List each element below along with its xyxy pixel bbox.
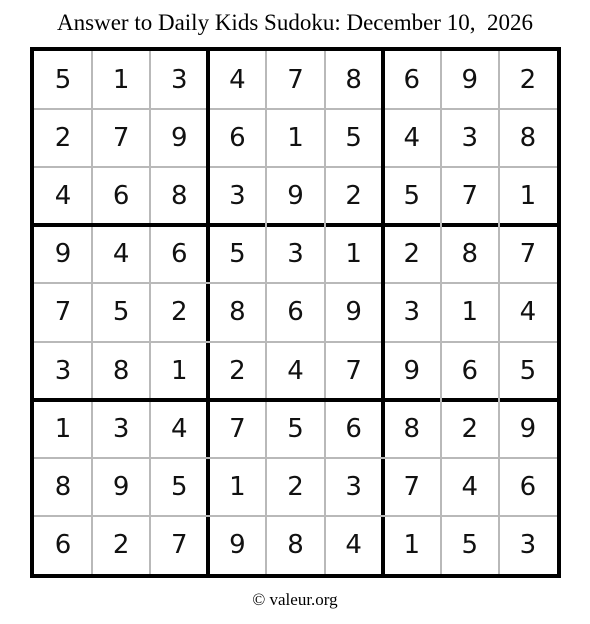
cell-divider-horizontal xyxy=(34,457,557,459)
sudoku-cell-r1c4: 4 xyxy=(229,65,246,96)
sudoku-cell-r1c2: 1 xyxy=(112,65,130,96)
sudoku-cell-r4c3: 6 xyxy=(171,239,188,270)
sudoku-cell-r9c2: 2 xyxy=(112,529,130,560)
cell-divider-vertical xyxy=(324,51,326,574)
sudoku-cell-r7c9: 9 xyxy=(519,413,537,444)
sudoku-cell-r2c8: 3 xyxy=(461,123,479,154)
sudoku-cell-r3c3: 8 xyxy=(171,181,188,212)
box-divider-vertical xyxy=(381,51,385,574)
sudoku-cell-r5c8: 1 xyxy=(461,297,479,328)
sudoku-cell-r2c7: 4 xyxy=(403,123,420,154)
sudoku-cell-r9c6: 4 xyxy=(345,529,362,560)
copyright-footer: © valeur.org xyxy=(252,590,338,609)
sudoku-cell-r7c3: 4 xyxy=(171,413,188,444)
sudoku-cell-r3c9: 1 xyxy=(519,181,537,212)
sudoku-cell-r5c6: 9 xyxy=(345,297,362,328)
sudoku-cell-r1c7: 6 xyxy=(403,65,420,96)
sudoku-cell-r8c1: 8 xyxy=(54,471,72,502)
box-divider-horizontal xyxy=(34,223,557,227)
sudoku-cell-r3c1: 4 xyxy=(54,181,72,212)
sudoku-cell-r9c8: 5 xyxy=(461,529,479,560)
cell-divider-horizontal xyxy=(34,515,557,517)
sudoku-cell-r7c8: 2 xyxy=(461,413,479,444)
sudoku-cell-r3c4: 3 xyxy=(229,181,246,212)
sudoku-cell-r2c4: 6 xyxy=(229,123,246,154)
sudoku-cell-r5c9: 4 xyxy=(519,297,537,328)
sudoku-cell-r6c5: 4 xyxy=(287,355,304,386)
sudoku-cell-r3c8: 7 xyxy=(461,181,479,212)
cell-divider-vertical xyxy=(498,51,500,574)
sudoku-cell-r8c5: 2 xyxy=(287,471,304,502)
sudoku-cell-r5c7: 3 xyxy=(403,297,420,328)
sudoku-cell-r4c8: 8 xyxy=(461,239,479,270)
sudoku-cell-r6c9: 5 xyxy=(519,355,537,386)
sudoku-cell-r9c4: 9 xyxy=(229,529,246,560)
sudoku-cell-r7c7: 8 xyxy=(403,413,420,444)
sudoku-cell-r5c5: 6 xyxy=(287,297,304,328)
sudoku-cell-r7c6: 6 xyxy=(345,413,362,444)
cell-divider-vertical xyxy=(91,51,93,574)
sudoku-cell-r6c3: 1 xyxy=(171,355,188,386)
sudoku-cell-r8c3: 5 xyxy=(171,471,188,502)
sudoku-cell-r3c6: 2 xyxy=(345,181,362,212)
sudoku-cell-r6c2: 8 xyxy=(112,355,130,386)
cell-divider-vertical xyxy=(265,51,267,574)
sudoku-cell-r2c2: 7 xyxy=(112,123,130,154)
sudoku-cell-r5c4: 8 xyxy=(229,297,246,328)
cell-divider-vertical xyxy=(440,51,442,574)
sudoku-cell-r1c8: 9 xyxy=(461,65,479,96)
cell-divider-horizontal xyxy=(34,282,557,284)
sudoku-cell-r6c6: 7 xyxy=(345,355,362,386)
sudoku-cell-r5c3: 2 xyxy=(171,297,188,328)
sudoku-cell-r8c2: 9 xyxy=(112,471,130,502)
sudoku-cell-r2c1: 2 xyxy=(54,123,72,154)
sudoku-cell-r7c4: 7 xyxy=(229,413,246,444)
sudoku-cell-r6c1: 3 xyxy=(54,355,72,386)
sudoku-cell-r8c8: 4 xyxy=(461,471,479,502)
page-title: Answer to Daily Kids Sudoku: December 10, 2026 xyxy=(57,10,533,35)
sudoku-cell-r4c1: 9 xyxy=(54,239,72,270)
sudoku-cell-r4c9: 7 xyxy=(519,239,537,270)
cell-divider-vertical xyxy=(149,51,151,574)
sudoku-cell-r3c7: 5 xyxy=(403,181,420,212)
cell-divider-horizontal xyxy=(34,108,557,110)
sudoku-cell-r9c9: 3 xyxy=(519,529,537,560)
sudoku-cell-r9c3: 7 xyxy=(171,529,188,560)
sudoku-cell-r6c8: 6 xyxy=(461,355,479,386)
sudoku-cell-r3c2: 6 xyxy=(112,181,130,212)
cell-divider-horizontal xyxy=(34,341,557,343)
sudoku-cell-r9c1: 6 xyxy=(54,529,72,560)
sudoku-cell-r4c4: 5 xyxy=(229,239,246,270)
sudoku-cell-r8c7: 7 xyxy=(403,471,420,502)
cell-divider-horizontal xyxy=(34,166,557,168)
sudoku-cell-r8c6: 3 xyxy=(345,471,362,502)
sudoku-cell-r2c5: 1 xyxy=(287,123,304,154)
sudoku-cell-r4c2: 4 xyxy=(112,239,130,270)
sudoku-cell-r3c5: 9 xyxy=(287,181,304,212)
sudoku-cell-r8c4: 1 xyxy=(229,471,246,502)
sudoku-cell-r7c2: 3 xyxy=(112,413,130,444)
sudoku-cell-r1c5: 7 xyxy=(287,65,304,96)
box-divider-vertical xyxy=(206,51,210,574)
sudoku-cell-r1c1: 5 xyxy=(54,65,72,96)
sudoku-cell-r7c1: 1 xyxy=(54,413,72,444)
sudoku-cell-r2c3: 9 xyxy=(171,123,188,154)
sudoku-cell-r5c2: 5 xyxy=(112,297,130,328)
sudoku-cell-r6c4: 2 xyxy=(229,355,246,386)
sudoku-cell-r4c5: 3 xyxy=(287,239,304,270)
sudoku-cell-r9c7: 1 xyxy=(403,529,420,560)
sudoku-cell-r5c1: 7 xyxy=(54,297,72,328)
sudoku-cell-r2c9: 8 xyxy=(519,123,537,154)
box-divider-horizontal xyxy=(34,398,557,402)
sudoku-cell-r6c7: 9 xyxy=(403,355,420,386)
sudoku-cell-r7c5: 5 xyxy=(287,413,304,444)
sudoku-cell-r4c7: 2 xyxy=(403,239,420,270)
sudoku-cell-r4c6: 1 xyxy=(345,239,362,270)
sudoku-cell-r9c5: 8 xyxy=(287,529,304,560)
sudoku-cell-r1c6: 8 xyxy=(345,65,362,96)
sudoku-cell-r1c9: 2 xyxy=(519,65,537,96)
sudoku-board xyxy=(30,47,561,578)
sudoku-cell-r2c6: 5 xyxy=(345,123,362,154)
sudoku-cell-r8c9: 6 xyxy=(519,471,537,502)
sudoku-cell-r1c3: 3 xyxy=(171,65,188,96)
